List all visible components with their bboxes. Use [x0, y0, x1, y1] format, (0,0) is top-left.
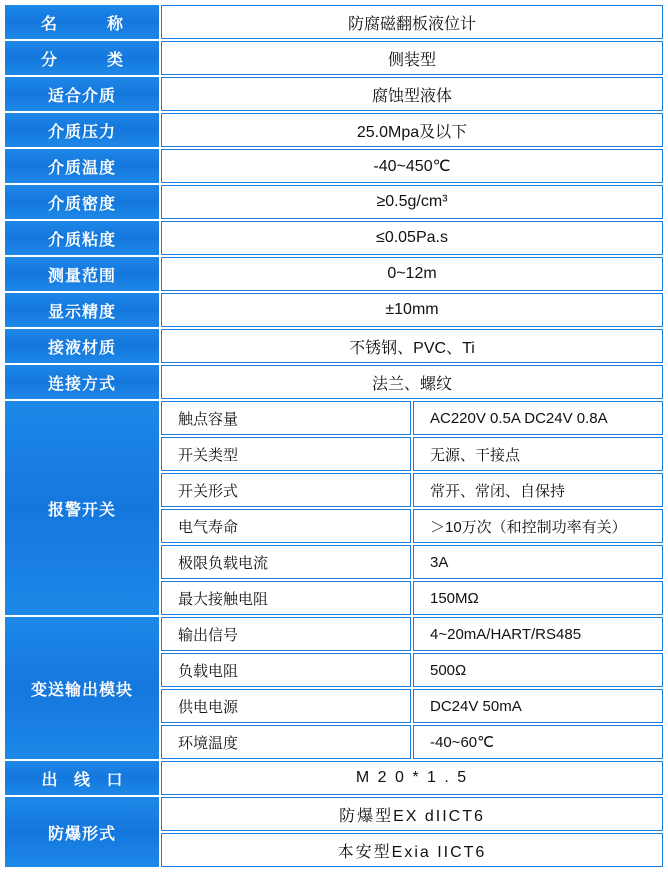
row-value: -40~450℃ — [161, 149, 663, 183]
table-row — [5, 5, 663, 39]
row-value: ≤0.05Pa.s — [161, 221, 663, 255]
row-label-outlet: 出 线 口 — [5, 761, 159, 795]
row-label: 显示精度 — [5, 293, 159, 327]
sub-row-label: 开关类型 — [161, 437, 411, 471]
sub-row-value: AC220V 0.5A DC24V 0.8A — [413, 401, 663, 435]
sub-row-label: 环境温度 — [161, 725, 411, 759]
table-row — [5, 77, 663, 111]
table-row — [5, 221, 663, 255]
table-row — [5, 41, 663, 75]
sub-row-label: 开关形式 — [161, 473, 411, 507]
row-value: 不锈钢、PVC、Ti — [161, 329, 663, 363]
sub-row-value: 3A — [413, 545, 663, 579]
table-row — [5, 149, 663, 183]
sub-row-label: 最大接触电阻 — [161, 581, 411, 615]
sub-row-value: 500Ω — [413, 653, 663, 687]
row-value: 腐蚀型液体 — [161, 77, 663, 111]
row-value-explosion-proof: 防爆型EX dIICT6 — [161, 797, 663, 831]
sub-row-value: 4~20mA/HART/RS485 — [413, 617, 663, 651]
sub-row-value: 150MΩ — [413, 581, 663, 615]
sub-row-value: -40~60℃ — [413, 725, 663, 759]
row-value: 25.0Mpa及以下 — [161, 113, 663, 147]
table-row — [5, 365, 663, 399]
row-label: 连接方式 — [5, 365, 159, 399]
sub-row-label: 触点容量 — [161, 401, 411, 435]
sub-row-label: 极限负载电流 — [161, 545, 411, 579]
table-row — [5, 293, 663, 327]
row-label: 测量范围 — [5, 257, 159, 291]
table-row — [5, 797, 663, 831]
row-label: 名 称 — [5, 5, 159, 39]
row-label: 介质压力 — [5, 113, 159, 147]
table-body — [5, 5, 663, 867]
row-value: 法兰、螺纹 — [161, 365, 663, 399]
row-value-intrinsic-safety: 本安型Exia IICT6 — [161, 833, 663, 867]
sub-row-label: 电气寿命 — [161, 509, 411, 543]
table-row — [5, 401, 663, 435]
row-value-outlet: M 2 0 * 1 . 5 — [161, 761, 663, 795]
sub-row-value: DC24V 50mA — [413, 689, 663, 723]
table-row — [5, 113, 663, 147]
sub-row-value: 无源、干接点 — [413, 437, 663, 471]
row-label: 介质密度 — [5, 185, 159, 219]
group-label-explosion-proof: 防爆形式 — [5, 797, 159, 867]
specification-table — [3, 3, 665, 869]
table-row — [5, 617, 663, 651]
sub-row-label: 供电电源 — [161, 689, 411, 723]
row-value: 侧装型 — [161, 41, 663, 75]
sub-row-label: 输出信号 — [161, 617, 411, 651]
group-label-transmitter-module: 变送输出模块 — [5, 617, 159, 759]
table-row — [5, 329, 663, 363]
row-label: 接液材质 — [5, 329, 159, 363]
table-row — [5, 185, 663, 219]
sub-row-value: 常开、常闭、自保持 — [413, 473, 663, 507]
table-row — [5, 761, 663, 795]
row-label: 适合介质 — [5, 77, 159, 111]
group-label-alarm-switch: 报警开关 — [5, 401, 159, 615]
row-value: ±10mm — [161, 293, 663, 327]
table-row — [5, 257, 663, 291]
sub-row-label: 负载电阻 — [161, 653, 411, 687]
row-label: 介质粘度 — [5, 221, 159, 255]
row-label: 分 类 — [5, 41, 159, 75]
row-value: ≥0.5g/cm³ — [161, 185, 663, 219]
sub-row-value: ＞10万次（和控制功率有关） — [413, 509, 663, 543]
row-value: 防腐磁翻板液位计 — [161, 5, 663, 39]
row-value: 0~12m — [161, 257, 663, 291]
row-label: 介质温度 — [5, 149, 159, 183]
